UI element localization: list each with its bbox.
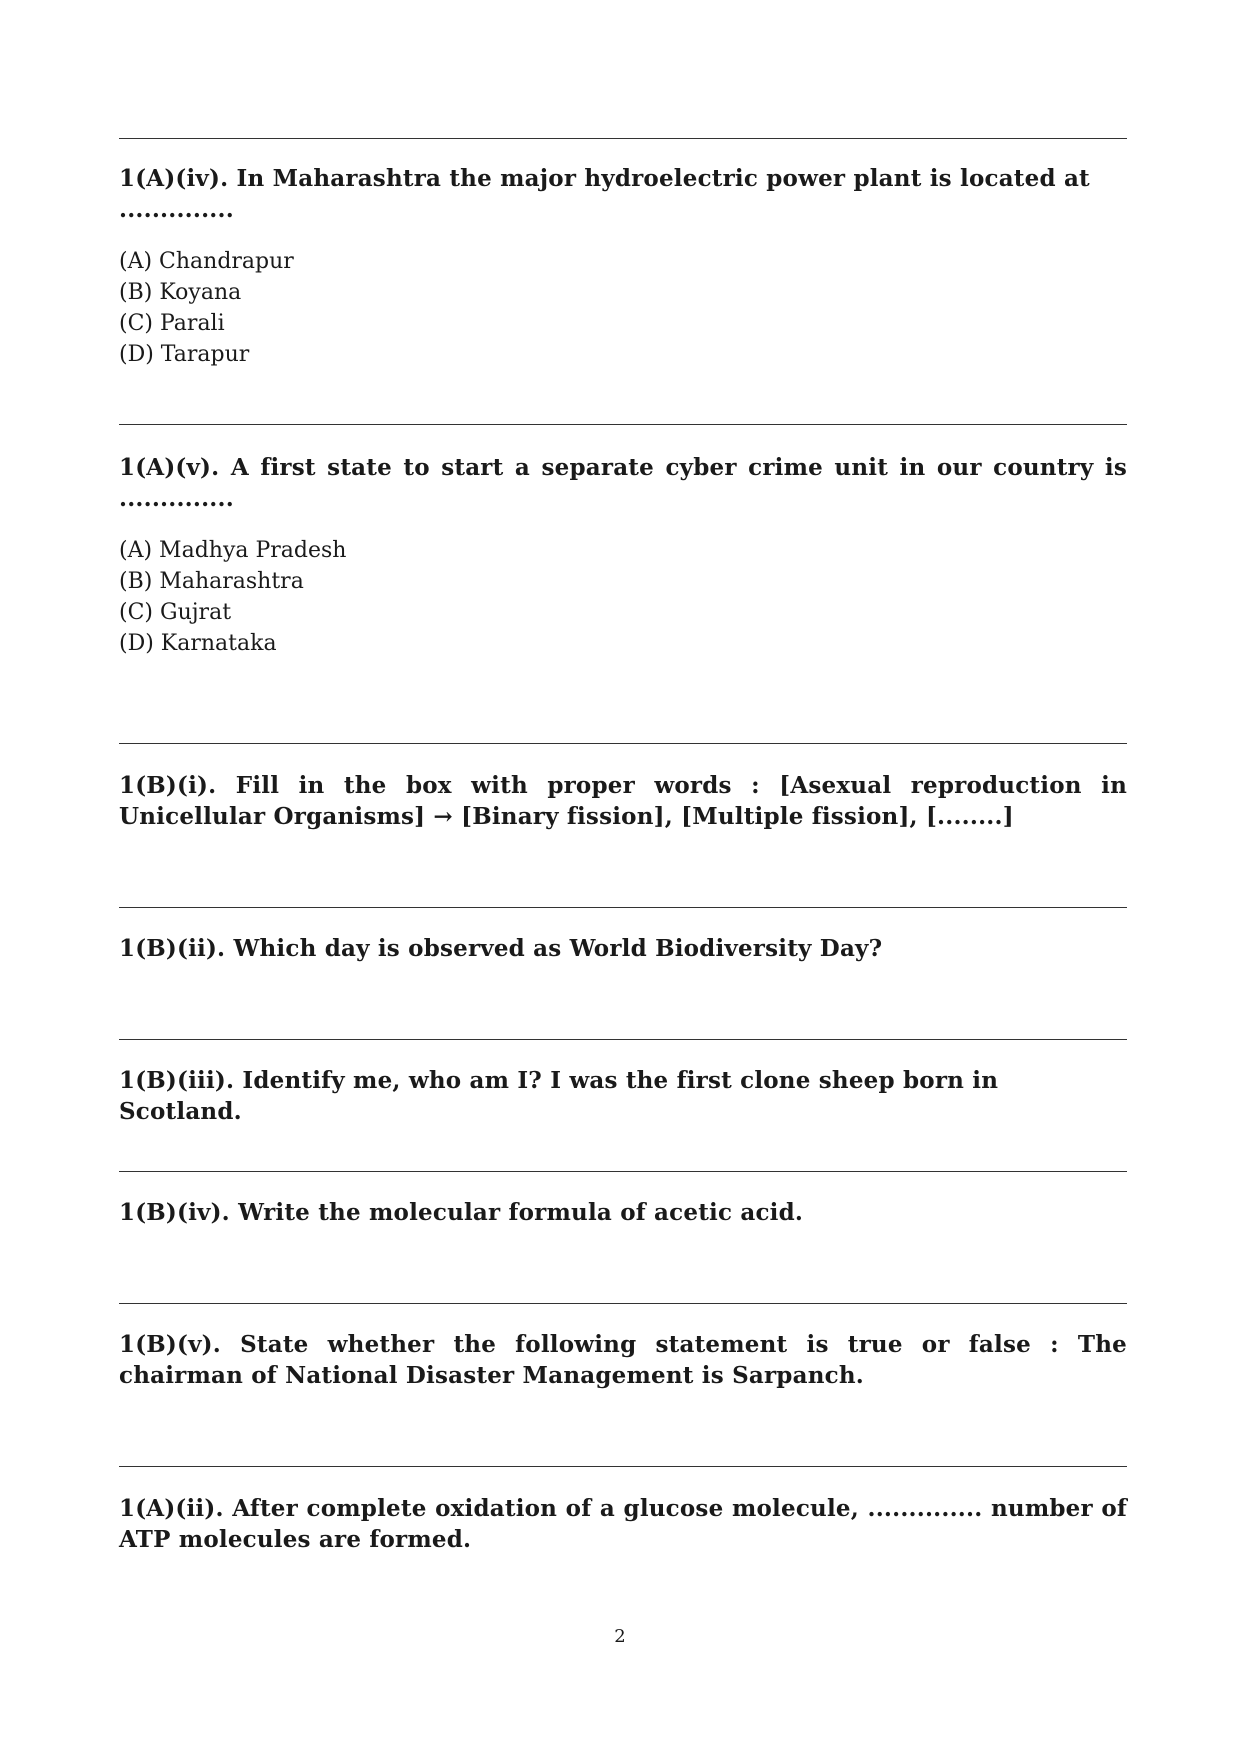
question-1a-v	[119, 452, 1127, 659]
question-number: 1(A)(iv).	[119, 165, 229, 192]
option-a: (A) Chandrapur	[119, 249, 294, 274]
question-number: 1(B)(v).	[119, 1331, 221, 1358]
question-1b-iv	[119, 1197, 1127, 1228]
question-divider	[119, 907, 1127, 908]
option-b: (B) Koyana	[119, 280, 242, 305]
question-number: 1(A)(v).	[119, 454, 220, 481]
question-divider	[119, 424, 1127, 425]
question-body: After complete oxidation of a glucose molecule, .............. number of ATP molecules are formed.	[119, 1495, 1127, 1553]
question-1b-v	[119, 1329, 1127, 1391]
question-body: A first state to start a separate cyber crime unit in our country is ..............	[119, 454, 1127, 512]
question-number: 1(A)(ii).	[119, 1495, 224, 1522]
question-1b-i	[119, 770, 1127, 832]
option-d: (D) Karnataka	[119, 631, 277, 656]
question-text	[119, 1065, 1127, 1127]
question-divider	[119, 1171, 1127, 1172]
answer-options	[119, 535, 1127, 659]
option-a: (A) Madhya Pradesh	[119, 538, 347, 563]
question-divider	[119, 743, 1127, 744]
question-number: 1(B)(iii).	[119, 1067, 235, 1094]
question-text	[119, 452, 1127, 514]
question-1a-iv	[119, 163, 1127, 370]
question-text	[119, 770, 1127, 832]
option-b: (B) Maharashtra	[119, 569, 304, 594]
question-number: 1(B)(ii).	[119, 935, 226, 962]
question-body: In Maharashtra the major hydroelectric power plant is located at ..............	[119, 165, 1090, 223]
option-c: (C) Parali	[119, 311, 225, 336]
question-body: State whether the following statement is true or false : The chairman of National Disaster Management is Sarpanch.	[119, 1331, 1127, 1389]
question-text	[119, 933, 1127, 964]
option-c: (C) Gujrat	[119, 600, 232, 625]
question-body: Which day is observed as World Biodiversity Day?	[233, 935, 883, 962]
question-text	[119, 1493, 1127, 1555]
question-body: Write the molecular formula of acetic acid.	[238, 1199, 804, 1226]
question-divider	[119, 138, 1127, 139]
page-number: 2	[614, 1626, 626, 1647]
question-text	[119, 163, 1127, 225]
question-body: Fill in the box with proper words : [Asexual reproduction in Unicellular Organisms] → [Binary fission], [Multiple fission], [........]	[119, 772, 1127, 830]
question-number: 1(B)(iv).	[119, 1199, 230, 1226]
question-1b-iii	[119, 1065, 1127, 1127]
question-1a-ii	[119, 1493, 1127, 1555]
question-1b-ii	[119, 933, 1127, 964]
option-d: (D) Tarapur	[119, 342, 250, 367]
question-body: Identify me, who am I? I was the first clone sheep born in Scotland.	[119, 1067, 999, 1125]
question-number: 1(B)(i).	[119, 772, 217, 799]
question-divider	[119, 1303, 1127, 1304]
question-divider	[119, 1466, 1127, 1467]
answer-options	[119, 246, 1127, 370]
question-divider	[119, 1039, 1127, 1040]
question-text	[119, 1197, 1127, 1228]
question-text	[119, 1329, 1127, 1391]
